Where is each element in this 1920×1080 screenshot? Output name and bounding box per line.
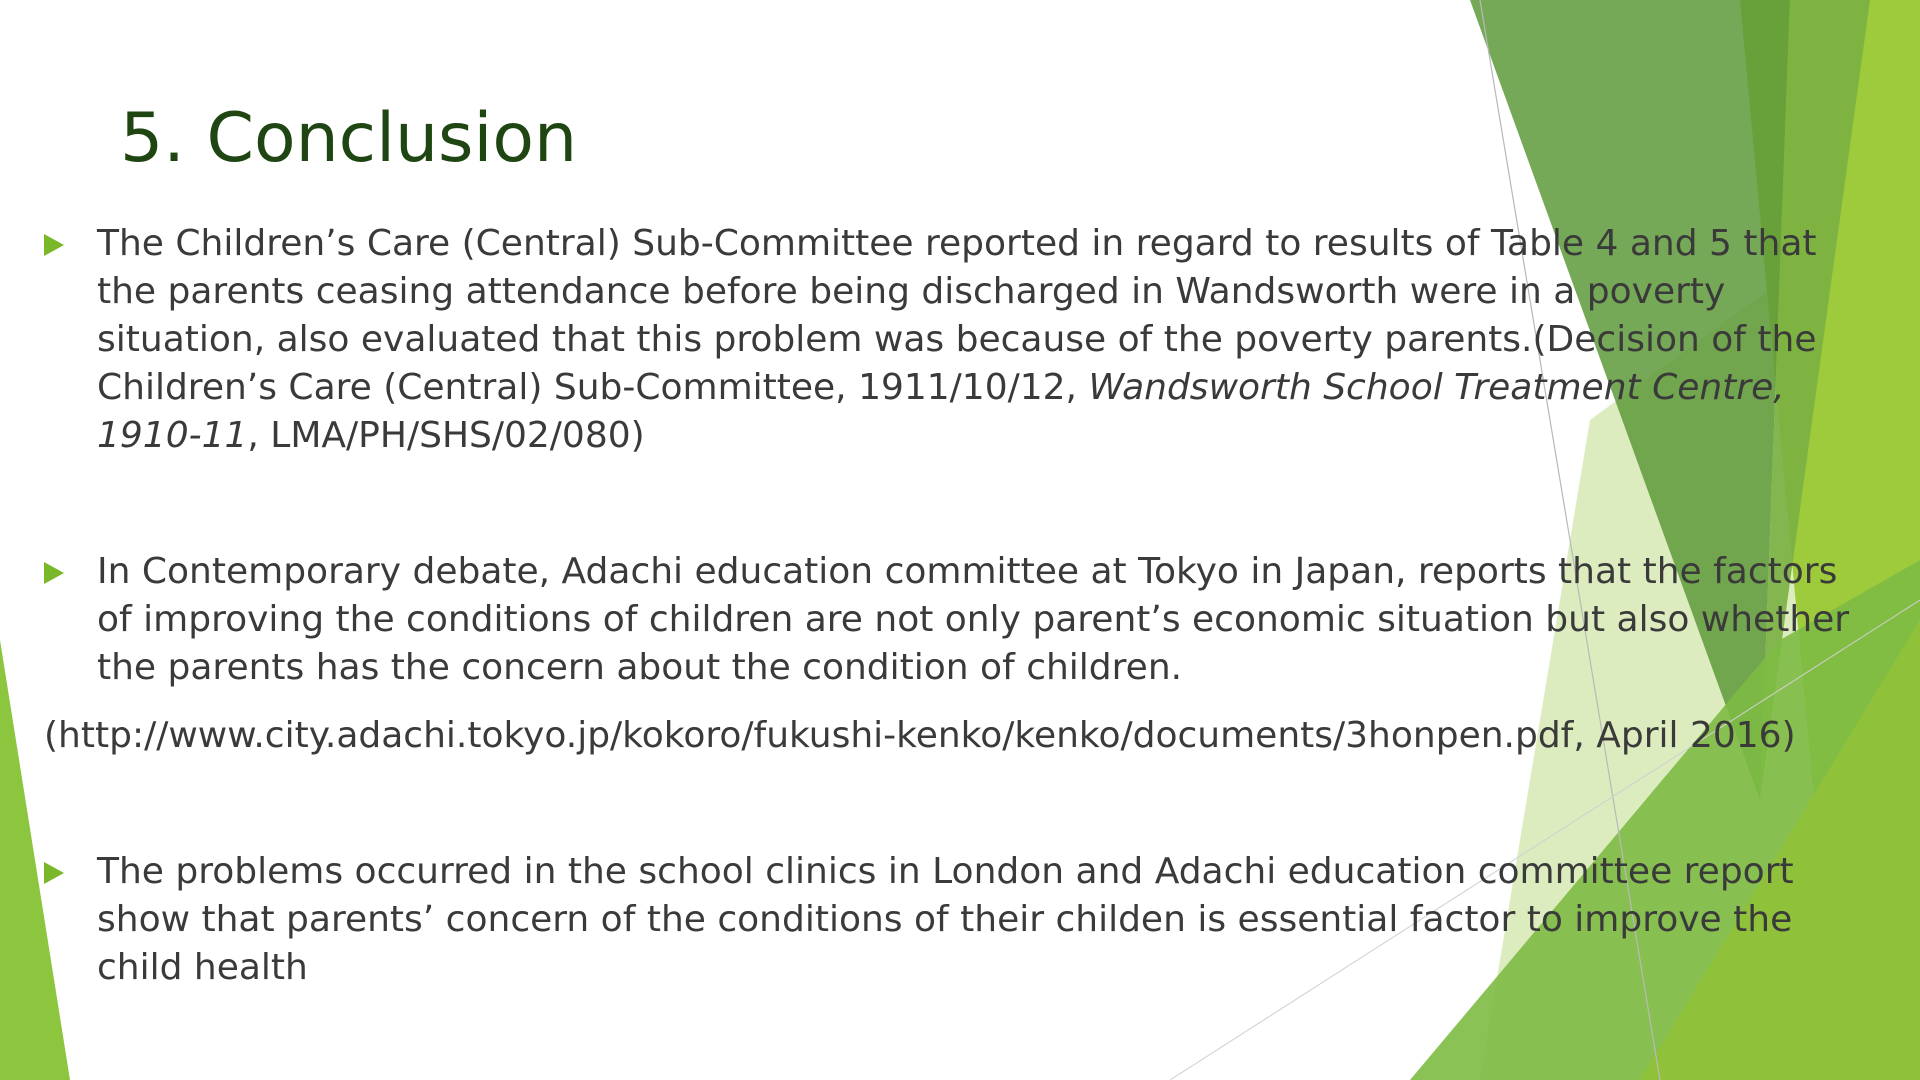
citation-text: (http://www.city.adachi.tokyo.jp/kokoro/fukushi-kenko/kenko/documents/3honpen.pdf, April 2016) bbox=[44, 715, 1796, 756]
bullet-item-3 bbox=[44, 848, 1874, 992]
triangle-bullet-icon bbox=[44, 862, 64, 884]
bullet-text-1-part-2: , LMA/PH/SHS/02/080) bbox=[247, 415, 645, 456]
triangle-bullet-icon bbox=[44, 562, 64, 584]
page-title: 5. Conclusion bbox=[120, 99, 578, 178]
bullet-text-1-italic: Wandsworth School Treatment Centre, 1910-11 bbox=[97, 367, 1785, 456]
bullet-text-3: The problems occurred in the school clinics in London and Adachi education committee report show that parents’ concern of the conditions of their childen is essential factor to improve the child health bbox=[97, 851, 1794, 988]
bullet-text-1-part-1: The Children’s Care (Central) Sub-Committee reported in regard to results of Table 4 and 5 that the parents ceasing attendance before being discharged in Wandsworth were in a poverty situation, also evaluated that this problem was because of the poverty parents.(Decision of the Children’s Care (Central) Sub-Committee, 1911/10/12, bbox=[97, 223, 1817, 408]
triangle-bullet-icon bbox=[44, 234, 64, 256]
bullet-text-1 bbox=[97, 220, 1874, 460]
bullet-item-2 bbox=[44, 548, 1874, 692]
bullet-item-1 bbox=[44, 220, 1874, 460]
bullet-text-2: In Contemporary debate, Adachi education committee at Tokyo in Japan, reports that the factors of improving the conditions of children are not only parent’s economic situation but also whether the parents has the concern about the condition of children. bbox=[97, 551, 1850, 688]
